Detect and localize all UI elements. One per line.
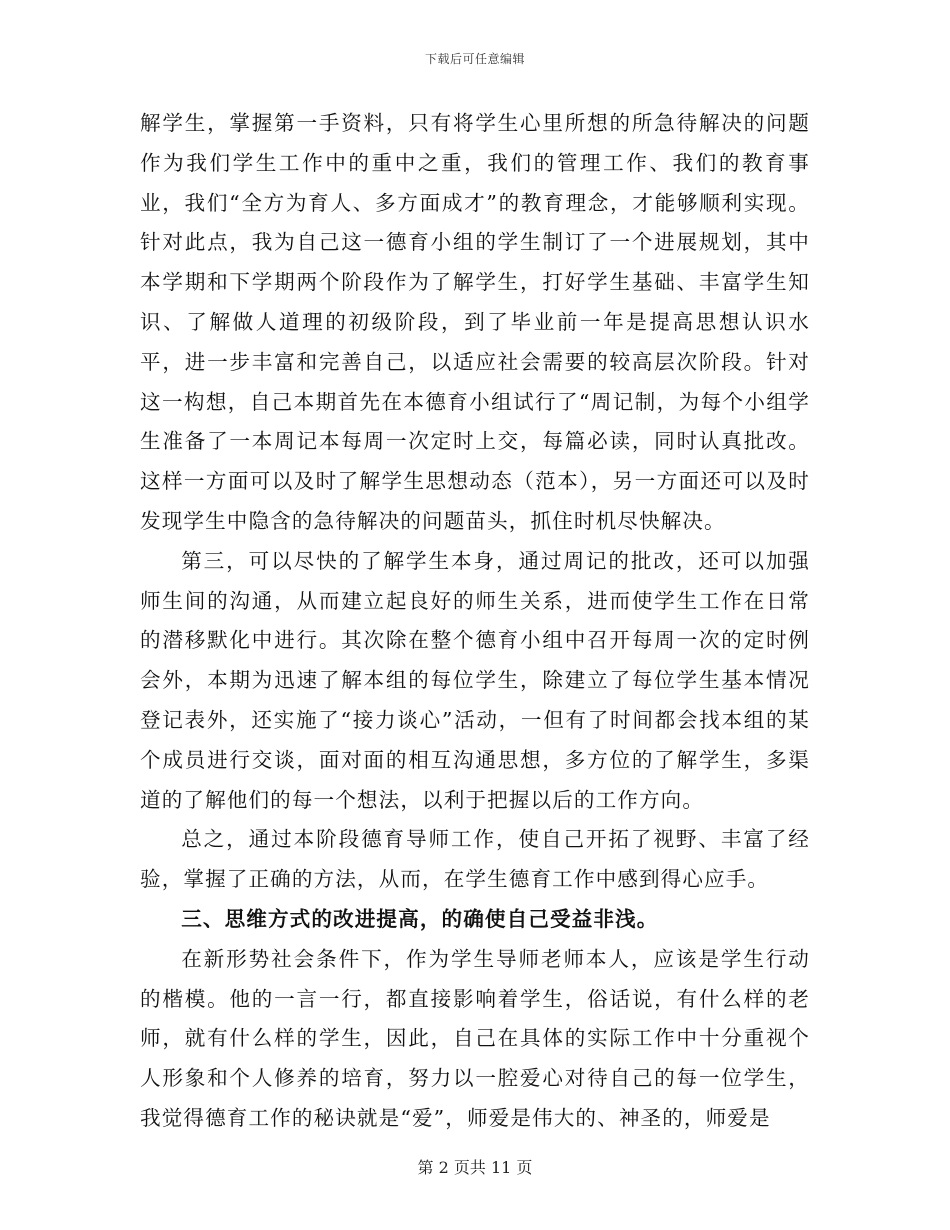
body-paragraph: 在新形势社会条件下，作为学生导师老师本人，应该是学生行动的楷模。他的一言一行，都直接影响着学生，俗话说，有什么样的老师，就有什么样的学生，因此，自己在具体的实际工作中十分重视个人形象和个人修养的培育，努力以一腔爱心对待自己的每一位学生，我觉得德育工作的秘诀就是“爱”，师爱是伟大的、神圣的，师爱是 xyxy=(140,946,810,1130)
page-header: 下载后可任意编辑 xyxy=(424,52,525,66)
page-footer-page-number: 第 2 页共 11 页 xyxy=(417,1158,533,1177)
document-body xyxy=(140,104,810,1139)
body-paragraph: 总之，通过本阶段德育导师工作，使自己开拓了视野、丰富了经验，掌握了正确的方法，从而，在学生德育工作中感到得心应手。 xyxy=(140,827,810,892)
section-heading: 三、思维方式的改进提高，的确使自己受益非浅。 xyxy=(181,906,659,931)
body-paragraph: 第三，可以尽快的了解学生本身，通过周记的批改，还可以加强师生间的沟通，从而建立起良好的师生关系，进而使学生工作在日常的潜移默化中进行。其次除在整个德育小组中召开每周一次的定时例会外，本期为迅速了解本组的每位学生，除建立了每位学生基本情况登记表外，还实施了“接力谈心”活动，一但有了时间都会找本组的某个成员进行交谈，面对面的相互沟通思想，多方位的了解学生，多渠道的了解他们的每一个想法，以利于把握以后的工作方向。 xyxy=(140,548,810,812)
body-paragraph-continued: 解学生，掌握第一手资料，只有将学生心里所想的所急待解决的问题作为我们学生工作中的重中之重，我们的管理工作、我们的教育事业，我们“全方为育人、多方面成才”的教育理念，才能够顺利实现。针对此点，我为自己这一德育小组的学生制订了一个进展规划，其中本学期和下学期两个阶段作为了解学生，打好学生基础、丰富学生知识、了解做人道理的初级阶段，到了毕业前一年是提高思想认识水平，进一步丰富和完善自己，以适应社会需要的较高层次阶段。针对这一构想，自己本期首先在本德育小组试行了“周记制，为每个小组学生准备了一本周记本每周一次定时上交，每篇必读，同时认真批改。这样一方面可以及时了解学生思想动态（范本），另一方面还可以及时发现学生中隐含的急待解决的问题苗头，抓住时机尽快解决。 xyxy=(140,111,810,533)
